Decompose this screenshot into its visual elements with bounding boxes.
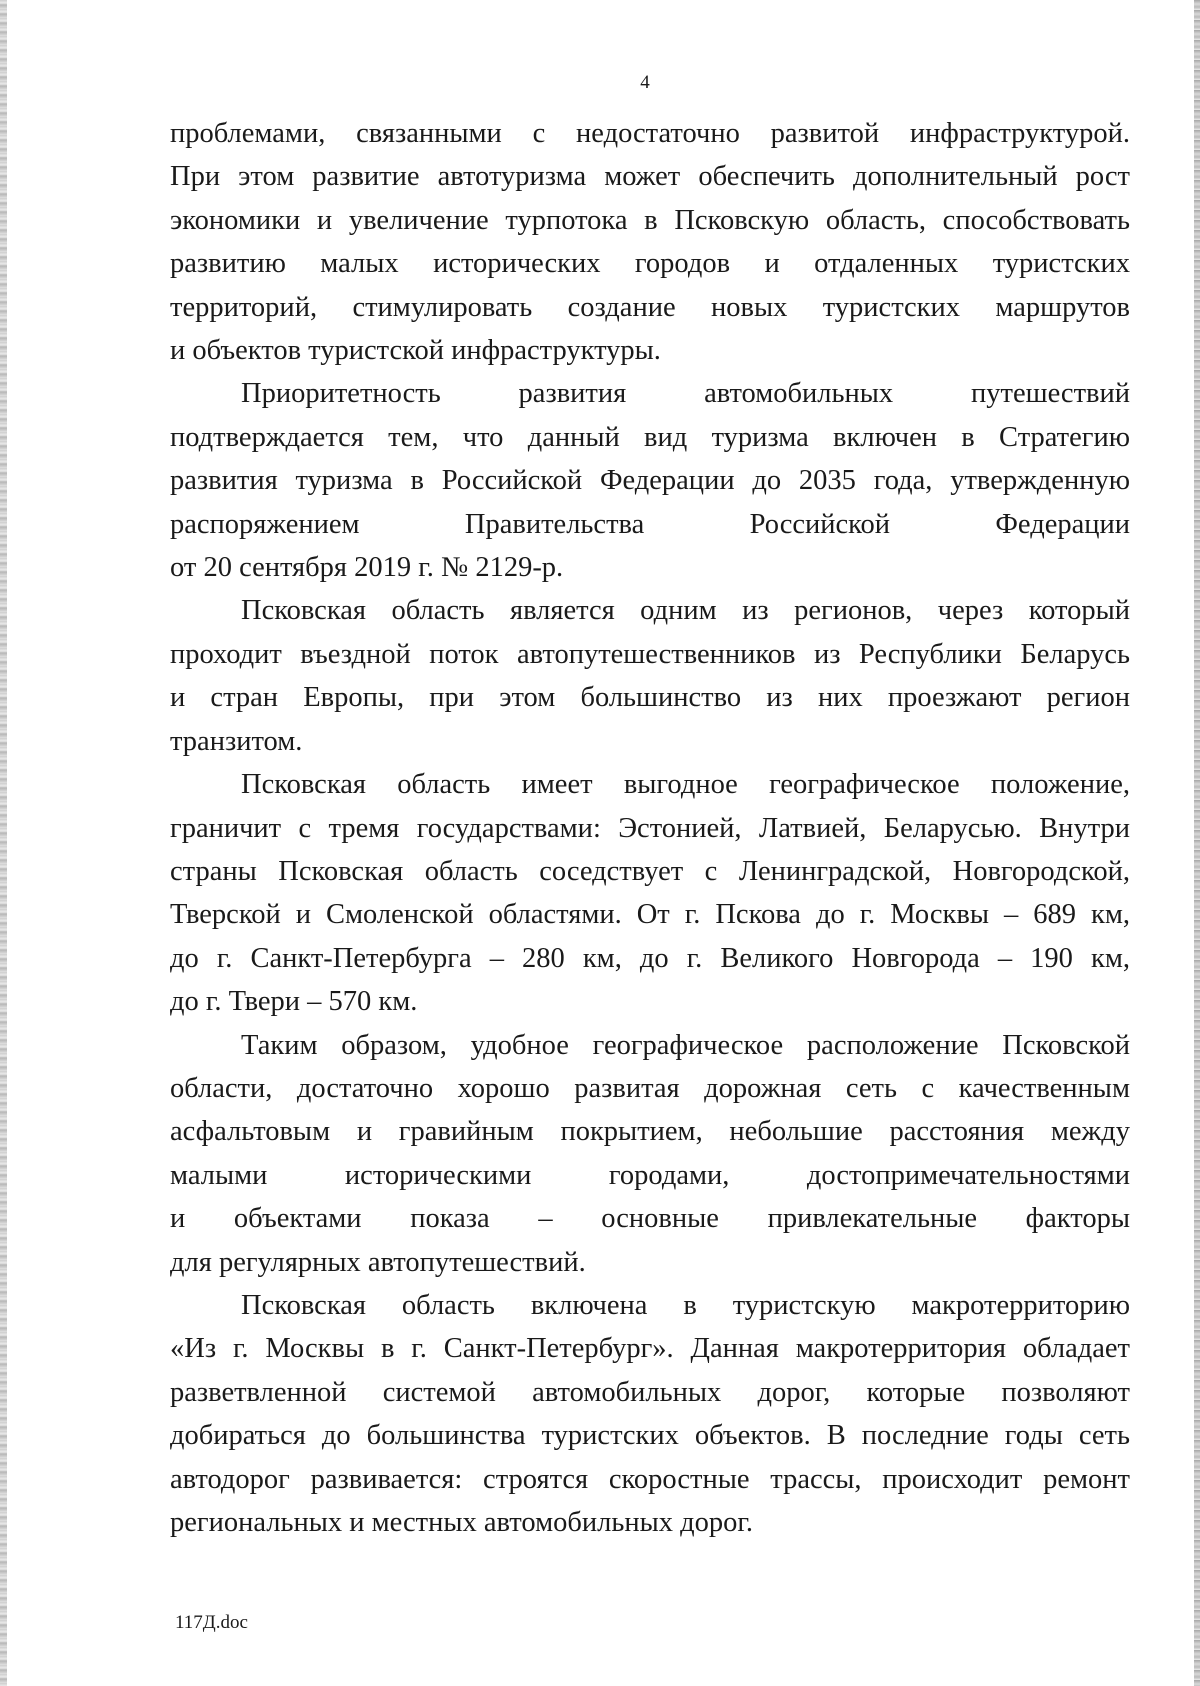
text-line: страны Псковская область соседствует с Ленинградской, Новгородской, bbox=[170, 855, 1130, 887]
text-line: и объектов туристской инфраструктуры. bbox=[170, 335, 661, 367]
text-line: Тверской и Смоленской областями. От г. Пскова до г. Москвы – 689 км, bbox=[170, 899, 1130, 931]
text-line: для регулярных автопутешествий. bbox=[170, 1246, 586, 1278]
paragraph-2 bbox=[170, 372, 1130, 589]
text-line: Приоритетность развития автомобильных путешествий bbox=[241, 378, 1130, 410]
text-line: развитию малых исторических городов и отдаленных туристских bbox=[170, 248, 1130, 280]
text-line: до г. Санкт-Петербурга – 280 км, до г. Великого Новгорода – 190 км, bbox=[170, 942, 1130, 974]
text-line: добираться до большинства туристских объектов. В последние годы сеть bbox=[170, 1420, 1130, 1452]
paragraph-3 bbox=[170, 589, 1130, 763]
text-line: транзитом. bbox=[170, 725, 303, 757]
scan-edge-left bbox=[0, 0, 7, 1686]
text-line: проходит въездной поток автопутешественников из Республики Беларусь bbox=[170, 638, 1130, 670]
text-line: экономики и увеличение турпотока в Псковскую область, способствовать bbox=[170, 204, 1130, 236]
text-line: распоряжением Правительства Российской Федерации bbox=[170, 508, 1130, 540]
text-line: граничит с тремя государствами: Эстонией, Латвией, Беларусью. Внутри bbox=[170, 812, 1130, 844]
text-line: подтверждается тем, что данный вид туризма включен в Стратегию bbox=[170, 421, 1130, 453]
text-line: и стран Европы, при этом большинство из них проезжают регион bbox=[170, 682, 1130, 714]
text-line: Псковская область является одним из регионов, через который bbox=[241, 595, 1130, 627]
text-line: области, достаточно хорошо развитая дорожная сеть с качественным bbox=[170, 1072, 1130, 1104]
paragraph-4 bbox=[170, 763, 1130, 1023]
page-number: 4 bbox=[640, 72, 650, 93]
scan-edge-right bbox=[1194, 0, 1200, 1686]
paragraph-1 bbox=[170, 112, 1130, 372]
text-line: территорий, стимулировать создание новых туристских маршрутов bbox=[170, 291, 1130, 323]
text-line: Псковская область имеет выгодное географическое положение, bbox=[241, 769, 1130, 801]
text-line: региональных и местных автомобильных дорог. bbox=[170, 1507, 753, 1538]
footer-filename: 117Д.doc bbox=[175, 1612, 248, 1633]
text-line: развития туризма в Российской Федерации до 2035 года, утвержденную bbox=[170, 465, 1130, 497]
text-line: Псковская область включена в туристскую макротерриторию bbox=[241, 1289, 1130, 1321]
text-line: «Из г. Москвы в г. Санкт-Петербург». Данная макротерритория обладает bbox=[170, 1333, 1130, 1365]
text-line: Таким образом, удобное географическое расположение Псковской bbox=[241, 1029, 1130, 1061]
text-line: до г. Твери – 570 км. bbox=[170, 986, 418, 1018]
text-line: разветвленной системой автомобильных дорог, которые позволяют bbox=[170, 1376, 1130, 1408]
text-line: и объектами показа – основные привлекательные факторы bbox=[170, 1203, 1130, 1235]
paragraph-6 bbox=[170, 1284, 1130, 1544]
text-line: проблемами, связанными с недостаточно развитой инфраструктурой. bbox=[170, 118, 1130, 149]
text-line: от 20 сентября 2019 г. № 2129-р. bbox=[170, 552, 564, 584]
text-line: асфальтовым и гравийным покрытием, небольшие расстояния между bbox=[170, 1116, 1130, 1148]
document-body bbox=[170, 112, 1130, 1544]
text-line: При этом развитие автотуризма может обеспечить дополнительный рост bbox=[170, 161, 1130, 193]
paragraph-5 bbox=[170, 1024, 1130, 1284]
text-line: малыми историческими городами, достопримечательностями bbox=[170, 1159, 1130, 1191]
text-line: автодорог развивается: строятся скоростные трассы, происходит ремонт bbox=[170, 1463, 1130, 1495]
